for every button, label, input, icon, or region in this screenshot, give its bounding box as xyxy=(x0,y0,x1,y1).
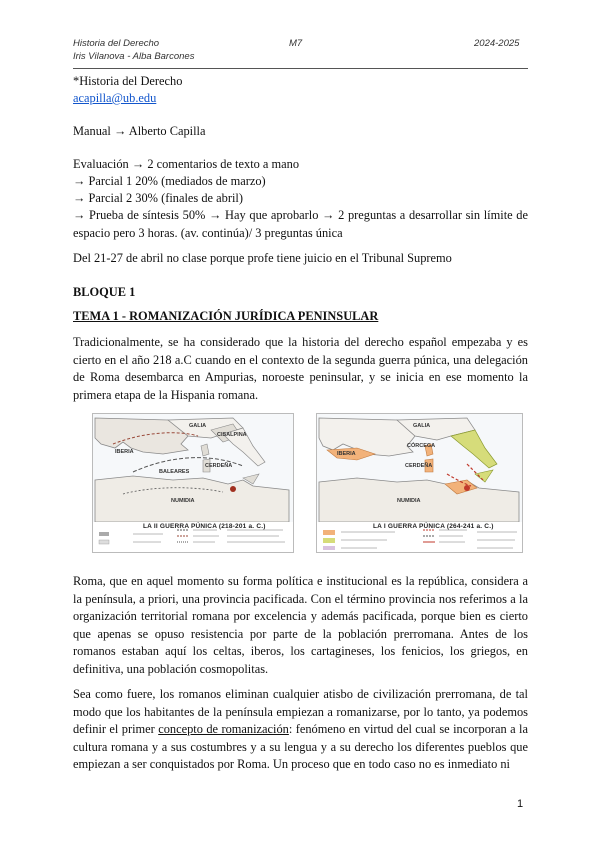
header-subject: Historia del Derecho xyxy=(73,38,160,49)
parcial-1-line: → Parcial 1 20% (mediados de marzo) xyxy=(73,174,266,188)
map-left-label-galia: GALIA xyxy=(189,423,207,429)
map-right-label-galia: GALIA xyxy=(413,423,431,429)
map-right-graphic xyxy=(317,414,522,552)
paragraph-2: Roma, que en aquel momento su forma política e institucional es la república, considera a la península, a priori, una provincia pacificada. Con el término provincia nos referimos a la organización territorial romana por excelencia y además pacificada, porque bien es cierto que apenas se opuso resistencia por parte de la población prerromana. Antes de los romanos estaban aquí los celtas, iberos, los cartagineses, los fenicios, los griegos, en definitiva, una población cosmopolitas. xyxy=(73,574,528,676)
map-left-label-iberia: IBERIA xyxy=(115,449,134,455)
header-code: M7 xyxy=(289,38,303,49)
tema-heading: TEMA 1 - ROMANIZACIÓN JURÍDICA PENINSULAR xyxy=(73,309,379,323)
header-year: 2024-2025 xyxy=(474,38,520,49)
map-right-label-iberia: IBERIA xyxy=(337,451,356,457)
map-right-title: LA I GUERRA PÚNICA (264-241 a. C.) xyxy=(373,523,494,530)
map-left-label-numidia: NUMIDIA xyxy=(171,498,195,504)
map-right-label-cerdena: CERDEÑA xyxy=(405,463,433,469)
page-number: 1 xyxy=(517,798,524,810)
parcial-2-line: → Parcial 2 30% (finales de abril) xyxy=(73,191,243,205)
map-left-graphic xyxy=(93,414,293,552)
bloque-heading: BLOQUE 1 xyxy=(73,285,136,299)
map-left-label-baleares: BALEARES xyxy=(159,469,190,475)
map-left-title: LA II GUERRA PÚNICA (218-201 a. C.) xyxy=(143,523,266,530)
paragraph-3-start: Sea como fuere, los romanos eliminan cualquier atisbo de civilización prerromana, de tal modo que los habitantes de la península empiezan a romanizarse, por lo tanto, ya podemos definir el primer xyxy=(73,687,528,736)
map-left-label-cisalpina: CISALPINA xyxy=(217,432,247,438)
paragraph-3-end: : fenómeno en virtud del cual se incorporan a la cultura romana y a sus costumbres y a su lengua y a su derecho los diferentes pueblos que empiezan a ser conquistados por Roma. Un proceso que en todo caso no es inmediato ni xyxy=(73,722,528,771)
map-second-punic-war xyxy=(92,413,294,553)
schedule-note: Del 21-27 de abril no clase porque profe tiene juicio en el Tribunal Supremo xyxy=(73,251,452,265)
map-right-label-corcega: CÓRCEGA xyxy=(407,443,436,449)
sintesis-line: → Prueba de síntesis 50% → Hay que aprobarlo → 2 preguntas a desarrollar sin límite de espacio pero 3 horas. (av. continúa)/ 3 preguntas única xyxy=(73,208,528,240)
romanization-term: concepto de romanización xyxy=(158,722,289,736)
map-left-label-cerdena: CERDEÑA xyxy=(205,463,233,469)
manual-line: Manual → Alberto Capilla xyxy=(73,124,206,138)
email-link[interactable]: acapilla@ub.edu xyxy=(73,91,157,105)
paragraph-3 xyxy=(73,686,528,774)
header-authors: Iris Vilanova - Alba Barcones xyxy=(73,51,195,62)
evaluation-line: Evaluación → 2 comentarios de texto a mano xyxy=(73,157,300,171)
paragraph-1: Tradicionalmente, se ha considerado que la historia del derecho español empezaba y es cierto en el año 218 a.C cuando en el contexto de la segunda guerra púnica, una delegación de Roma desembarca en Ampurias, noroeste peninsular, y se inicia en ese momento la primera etapa de la Hispania romana. xyxy=(73,335,528,402)
course-line: *Historia del Derecho xyxy=(73,74,183,88)
header-divider xyxy=(73,68,528,69)
map-first-punic-war xyxy=(316,413,523,553)
map-right-label-numidia: NUMIDIA xyxy=(397,498,421,504)
